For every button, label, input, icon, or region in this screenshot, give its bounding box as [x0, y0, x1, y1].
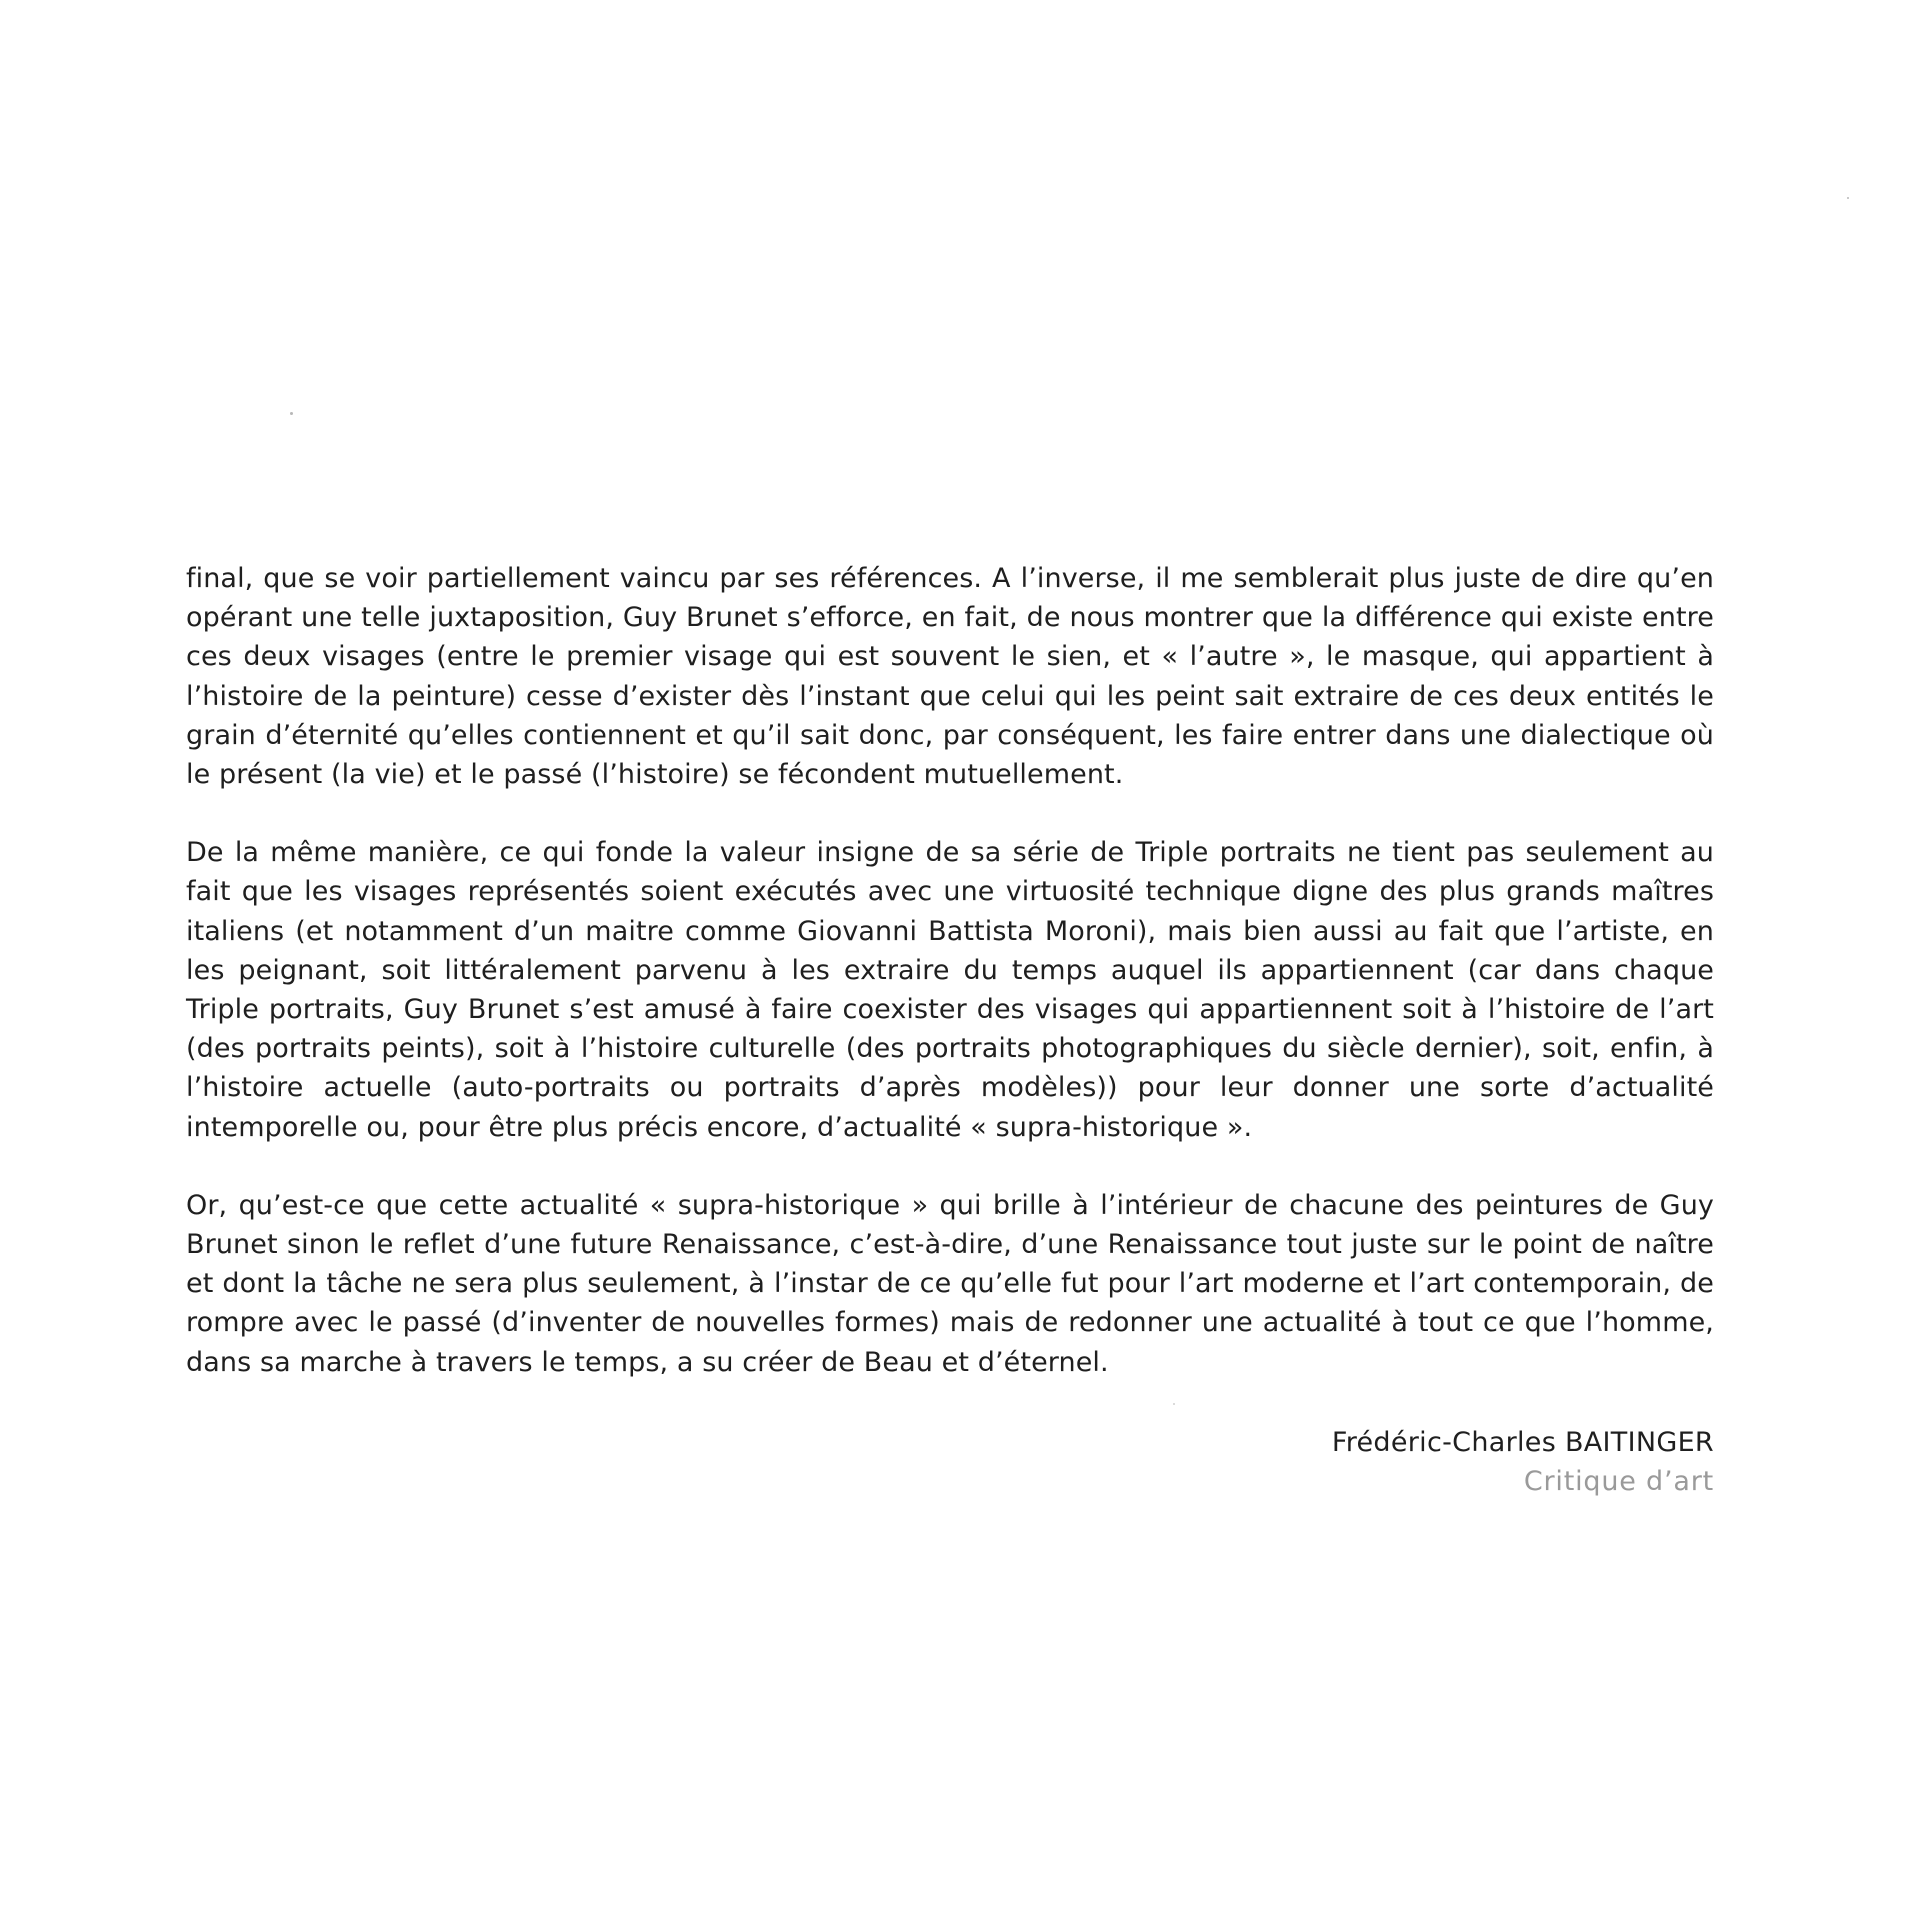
author-role: Critique d’art: [1523, 1466, 1714, 1498]
paragraph-1: final, que se voir partiellement vaincu par ses références. A l’inverse, il me semblerait plus juste de dire qu’en opérant une telle juxtaposition, Guy Brunet s’efforce, en fait, de nous montrer que la différence qui existe entre ces deux visages (entre le premier visage qui est souvent le sien, et « l’autre », le masque, qui appartient à l’histoire de la peinture) cesse d’exister dès l’instant que celui qui les peint sait extraire de ces deux entités le grain d’éternité qu’elles contiennent et qu’il sait donc, par conséquent, les faire entrer dans une dialectique où le présent (la vie) et le passé (l’histoire) se fécondent mutuellement.: [186, 563, 1714, 791]
scan-speck: [1173, 1403, 1175, 1405]
body-text: [186, 559, 1714, 1382]
signature-block: [1332, 1423, 1714, 1501]
paragraph-2: De la même manière, ce qui fonde la valeur insigne de sa série de Triple portraits ne tient pas seulement au fait que les visages représentés soient exécutés avec une virtuosité technique digne des plus grands maîtres italiens (et notamment d’un maitre comme Giovanni Battista Moroni), mais bien aussi au fait que l’artiste, en les peignant, soit littéralement parvenu à les extraire du temps auquel ils appartiennent (car dans chaque Triple portraits, Guy Brunet s’est amusé à faire coexister des visages qui appartiennent soit à l’histoire de l’art (des portraits peints), soit à l’histoire culturelle (des portraits photographiques du siècle dernier), soit, enfin, à l’histoire actuelle (auto-portraits ou portraits d’après modèles)) pour leur donner une sorte d’actualité intemporelle ou, pour être plus précis encore, d’actualité « supra-historique ».: [186, 837, 1714, 1143]
author-name: Frédéric-Charles BAITINGER: [1331, 1427, 1714, 1458]
scan-speck: [1847, 197, 1849, 199]
paragraph-3: Or, qu’est-ce que cette actualité « supra-historique » qui brille à l’intérieur de chacune des peintures de Guy Brunet sinon le reflet d’une future Renaissance, c’est-à-dire, d’une Renaissance tout juste sur le point de naître et dont la tâche ne sera plus seulement, à l’instar de ce qu’elle fut pour l’art moderne et l’art contemporain, de rompre avec le passé (d’inventer de nouvelles formes) mais de redonner une actualité à tout ce que l’homme, dans sa marche à travers le temps, a su créer de Beau et d’éternel.: [186, 1189, 1714, 1378]
scan-speck: [290, 412, 293, 415]
